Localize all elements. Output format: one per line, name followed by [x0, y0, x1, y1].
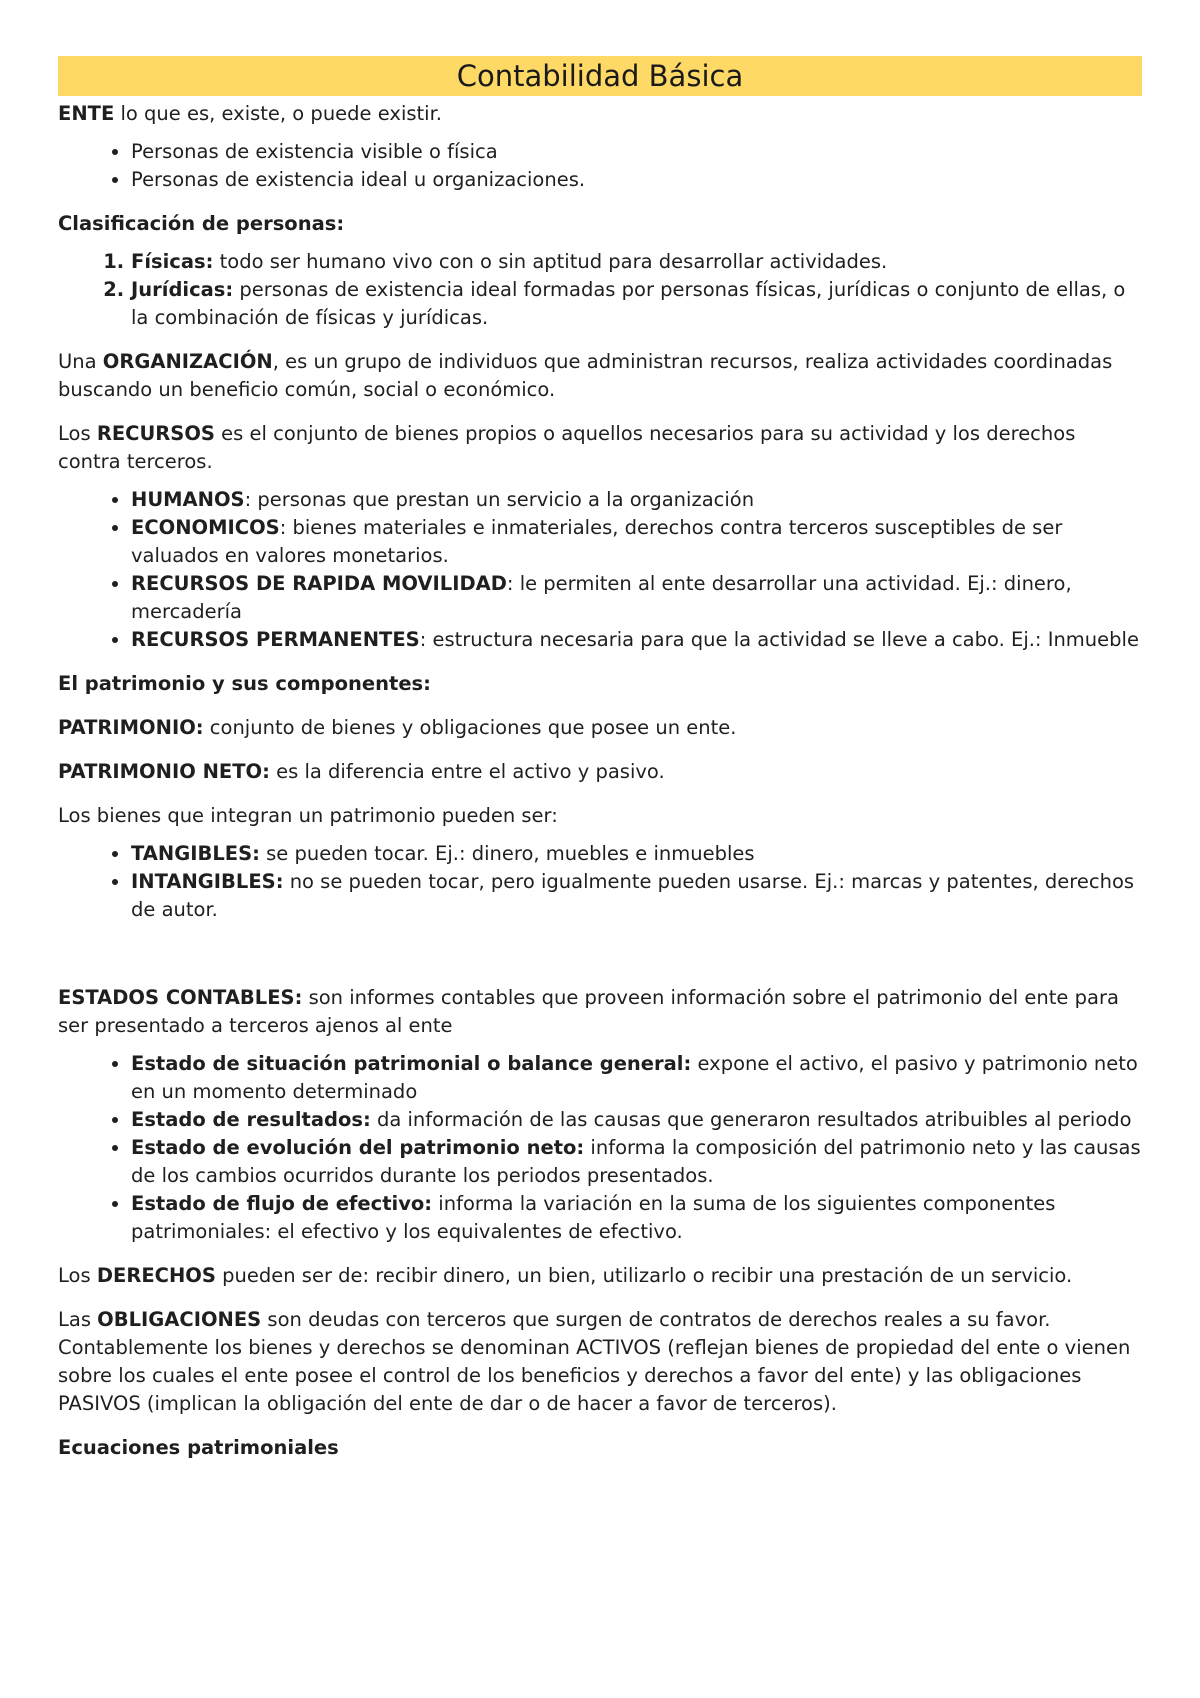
- paragraph-prefix: Las: [58, 1308, 98, 1331]
- item-term: HUMANOS: [131, 488, 245, 511]
- obligaciones-paragraph: [58, 1306, 1142, 1418]
- paragraph-text: conjunto de bienes y obligaciones que posee un ente.: [203, 716, 737, 739]
- item-text: personas de existencia ideal formadas por personas físicas, jurídicas o conjunto de ellas, o la combinación de físicas y jurídicas.: [131, 278, 1126, 329]
- paragraph-prefix: Una: [58, 350, 103, 373]
- obligaciones-term: OBLIGACIONES: [97, 1308, 262, 1331]
- item-term: Estado de evolución del patrimonio neto:: [131, 1136, 585, 1159]
- paragraph-text: son informes contables que proveen información sobre el patrimonio del ente para ser presentado a terceros ajenos al ente: [58, 986, 1119, 1037]
- item-term: Estado de situación patrimonial o balance general:: [131, 1052, 692, 1075]
- patrimonio-heading: El patrimonio y sus componentes:: [58, 672, 431, 695]
- patrimonio-term: PATRIMONIO:: [58, 716, 204, 739]
- document-title: Contabilidad Básica: [58, 56, 1142, 96]
- item-text: informa la variación en la suma de los siguientes componentes patrimoniales: el efectivo y los equivalentes de efectivo.: [131, 1192, 1056, 1243]
- item-text: : le permiten al ente desarrollar una actividad. Ej.: dinero, mercadería: [131, 572, 1072, 623]
- list-item: [131, 1134, 1142, 1190]
- item-term: Estado de flujo de efectivo:: [131, 1192, 433, 1215]
- recursos-list: [58, 486, 1142, 654]
- list-item: [131, 868, 1142, 924]
- ente-term: ENTE: [58, 102, 115, 125]
- paragraph-prefix: Los: [58, 1264, 97, 1287]
- estados-paragraph: [58, 984, 1142, 1040]
- blank-line: [58, 940, 1142, 984]
- paragraph-text: pueden ser de: recibir dinero, un bien, utilizarlo o recibir una prestación de un servicio.: [215, 1264, 1073, 1287]
- item-text: todo ser humano vivo con o sin aptitud para desarrollar actividades.: [213, 250, 888, 273]
- bienes-list: [58, 840, 1142, 924]
- list-item: [131, 276, 1142, 332]
- item-text: : estructura necesaria para que la actividad se lleve a cabo. Ej.: Inmueble: [419, 628, 1139, 651]
- list-item: [131, 1050, 1142, 1106]
- paragraph-text: es el conjunto de bienes propios o aquellos necesarios para su actividad y los derechos contra terceros.: [58, 422, 1076, 473]
- item-text: informa la composición del patrimonio neto y las causas de los cambios ocurridos durante los periodos presentados.: [131, 1136, 1141, 1187]
- item-term: RECURSOS PERMANENTES: [131, 628, 420, 651]
- item-text: no se pueden tocar, pero igualmente pueden usarse. Ej.: marcas y patentes, derechos de autor.: [131, 870, 1135, 921]
- item-text: se pueden tocar. Ej.: dinero, muebles e inmuebles: [259, 842, 755, 865]
- item-term: Jurídicas:: [131, 278, 234, 301]
- item-text: : bienes materiales e inmateriales, derechos contra terceros susceptibles de ser valuados en valores monetarios.: [131, 516, 1063, 567]
- list-item: [131, 1106, 1142, 1134]
- item-text: da información de las causas que generaron resultados atribuibles al periodo: [370, 1108, 1132, 1131]
- ente-definition: lo que es, existe, o puede existir.: [114, 102, 443, 125]
- patrimonio-definition: [58, 714, 1142, 742]
- item-term: INTANGIBLES:: [131, 870, 284, 893]
- item-term: ECONOMICOS: [131, 516, 280, 539]
- list-item: [131, 1190, 1142, 1246]
- derechos-paragraph: [58, 1262, 1142, 1290]
- clasificacion-list: [58, 248, 1142, 332]
- list-item: [131, 840, 1142, 868]
- item-term: TANGIBLES:: [131, 842, 260, 865]
- paragraph-text: , es un grupo de individuos que administran recursos, realiza actividades coordinadas buscando un beneficio común, social o económico.: [58, 350, 1113, 401]
- item-text: : personas que prestan un servicio a la organización: [244, 488, 755, 511]
- list-item: [131, 486, 1142, 514]
- derechos-term: DERECHOS: [96, 1264, 216, 1287]
- item-text: expone el activo, el pasivo y patrimonio neto en un momento determinado: [131, 1052, 1138, 1103]
- recursos-paragraph: [58, 420, 1142, 476]
- clasificacion-heading: Clasificación de personas:: [58, 212, 345, 235]
- organizacion-paragraph: [58, 348, 1142, 404]
- list-item: [131, 514, 1142, 570]
- paragraph-prefix: Los: [58, 422, 97, 445]
- list-item: • Personas de existencia visible o física: [131, 138, 1142, 166]
- paragraph-text: son deudas con terceros que surgen de contratos de derechos reales a su favor. Contablemente los bienes y derechos se denominan ACTIVOS (reflejan bienes de propiedad del ente o vienen sobre los cuales el ente posee el control de los beneficios y derechos a favor del ente) y las obligaciones PASIVOS (implican la obligación del ente de dar o de hacer a favor de terceros).: [58, 1308, 1131, 1415]
- ente-list: [58, 138, 1142, 194]
- item-term: RECURSOS DE RAPIDA MOVILIDAD: [131, 572, 507, 595]
- item-term: Físicas:: [131, 250, 214, 273]
- patrimonio-neto-definition: [58, 758, 1142, 786]
- ente-paragraph: [58, 100, 1142, 128]
- paragraph-text: es la diferencia entre el activo y pasivo.: [269, 760, 665, 783]
- organizacion-term: ORGANIZACIÓN: [102, 350, 273, 373]
- bienes-intro: Los bienes que integran un patrimonio pueden ser:: [58, 804, 558, 827]
- list-item: [131, 570, 1142, 626]
- estados-term: ESTADOS CONTABLES:: [58, 986, 303, 1009]
- list-item: [131, 248, 1142, 276]
- recursos-term: RECURSOS: [96, 422, 215, 445]
- list-item: • Personas de existencia ideal u organizaciones.: [131, 166, 1142, 194]
- estados-list: [58, 1050, 1142, 1246]
- list-item: [131, 626, 1142, 654]
- item-term: Estado de resultados:: [131, 1108, 371, 1131]
- patrimonio-neto-term: PATRIMONIO NETO:: [58, 760, 270, 783]
- ecuaciones-heading: Ecuaciones patrimoniales: [58, 1436, 339, 1459]
